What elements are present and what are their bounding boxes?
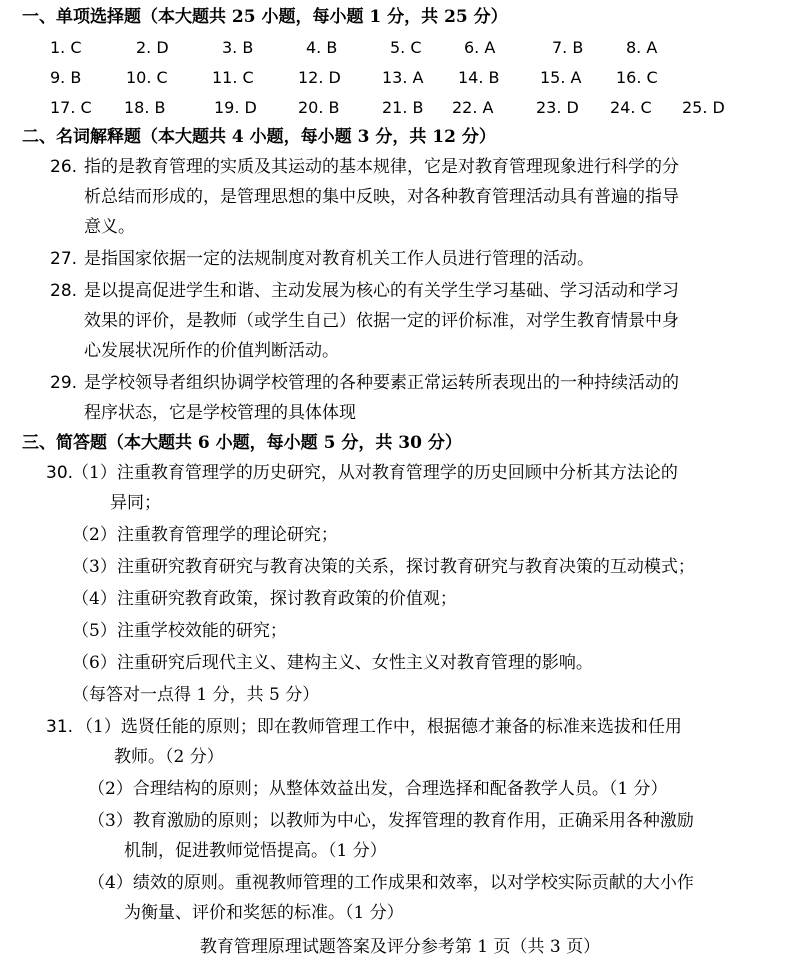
- answer-23: 23. D: [536, 98, 579, 117]
- answer-4: 4. B: [306, 38, 338, 57]
- q31-item-4-cont: 为衡量、评价和奖惩的标准。（1 分）: [124, 903, 404, 923]
- answer-12: 12. D: [298, 68, 341, 87]
- q30-item-2: （2）注重教育管理学的理论研究；: [72, 525, 338, 545]
- answer-14: 14. B: [458, 68, 500, 87]
- answer-7: 7. B: [552, 38, 584, 57]
- answer-17: 17. C: [50, 98, 92, 117]
- answer-18: 18. B: [124, 98, 166, 117]
- q31-item-2: （2）合理结构的原则；从整体效益出发，合理选择和配备教学人员。（1 分）: [88, 779, 668, 799]
- answer-15: 15. A: [540, 68, 582, 87]
- answer-6: 6. A: [464, 38, 496, 57]
- q29-line-1: 是学校领导者组织协调学校管理的各种要素正常运转所表现出的一种持续活动的: [84, 373, 679, 393]
- q31-item-4: （4）绩效的原则。重视教师管理的工作成果和效率，以对学校实际贡献的大小作: [88, 873, 694, 893]
- answer-5: 5. C: [390, 38, 422, 57]
- answer-21: 21. B: [382, 98, 424, 117]
- answer-19: 19. D: [214, 98, 257, 117]
- answer-8: 8. A: [626, 38, 658, 57]
- q30-item-6: （6）注重研究后现代主义、建构主义、女性主义对教育管理的影响。: [72, 653, 593, 673]
- q26-line-2: 析总结而形成的，是管理思想的集中反映，对各种教育管理活动具有普遍的指导: [84, 187, 679, 207]
- q26-line-1: 指的是教育管理的实质及其运动的基本规律，它是对教育管理现象进行科学的分: [84, 157, 679, 177]
- q29-line-2: 程序状态，它是学校管理的具体体现: [84, 403, 356, 423]
- q31-item-3-cont: 机制，促进教师觉悟提高。（1 分）: [124, 841, 387, 861]
- answer-9: 9. B: [50, 68, 82, 87]
- q27-number: 27.: [50, 249, 78, 269]
- answer-11: 11. C: [212, 68, 254, 87]
- section1-title: 一、单项选择题（本大题共 25 小题，每小题 1 分，共 25 分）: [22, 7, 508, 27]
- page-footer: 教育管理原理试题答案及评分参考第 1 页（共 3 页）: [199, 937, 601, 957]
- section3-title: 三、简答题（本大题共 6 小题，每小题 5 分，共 30 分）: [22, 433, 462, 453]
- q26-number: 26.: [50, 157, 78, 177]
- answer-24: 24. C: [610, 98, 652, 117]
- q30-item-3: （3）注重研究教育研究与教育决策的关系，探讨教育研究与教育决策的互动模式；: [72, 557, 695, 577]
- answer-1: 1. C: [50, 38, 82, 57]
- q31-item-1-cont: 教师。（2 分）: [114, 747, 224, 767]
- q28-line-2: 效果的评价，是教师（或学生自己）依据一定的评价标准，对学生教育情景中身: [84, 311, 679, 331]
- answer-16: 16. C: [616, 68, 658, 87]
- q27-line-1: 是指国家依据一定的法规制度对教育机关工作人员进行管理的活动。: [84, 249, 594, 269]
- q30-number: 30.: [46, 463, 74, 483]
- q30-item-5: （5）注重学校效能的研究；: [72, 621, 287, 641]
- answer-3: 3. B: [222, 38, 254, 57]
- answer-2: 2. D: [136, 38, 169, 57]
- q30-scoring-note: （每答对一点得 1 分，共 5 分）: [72, 685, 320, 705]
- answer-25: 25. D: [682, 98, 725, 117]
- q31-item-1: （1）选贤任能的原则；即在教师管理工作中，根据德才兼备的标准来选拔和任用: [76, 717, 682, 737]
- q26-line-3: 意义。: [84, 217, 135, 237]
- q31-number: 31.: [46, 717, 74, 737]
- q30-item-1-cont: 异同；: [110, 493, 161, 513]
- q28-line-3: 心发展状况所作的价值判断活动。: [84, 341, 339, 361]
- q30-item-1: （1）注重教育管理学的历史研究，从对教育管理学的历史回顾中分析其方法论的: [72, 463, 678, 483]
- answer-20: 20. B: [298, 98, 340, 117]
- q28-line-1: 是以提高促进学生和谐、主动发展为核心的有关学生学习基础、学习活动和学习: [84, 281, 679, 301]
- answer-13: 13. A: [382, 68, 424, 87]
- answer-22: 22. A: [452, 98, 494, 117]
- section2-title: 二、名词解释题（本大题共 4 小题，每小题 3 分，共 12 分）: [22, 127, 496, 147]
- q29-number: 29.: [50, 373, 78, 393]
- q30-item-4: （4）注重研究教育政策，探讨教育政策的价值观；: [72, 589, 457, 609]
- answer-10: 10. C: [126, 68, 168, 87]
- q31-item-3: （3）教育激励的原则；以教师为中心，发挥管理的教育作用，正确采用各种激励: [88, 811, 694, 831]
- q28-number: 28.: [50, 281, 78, 301]
